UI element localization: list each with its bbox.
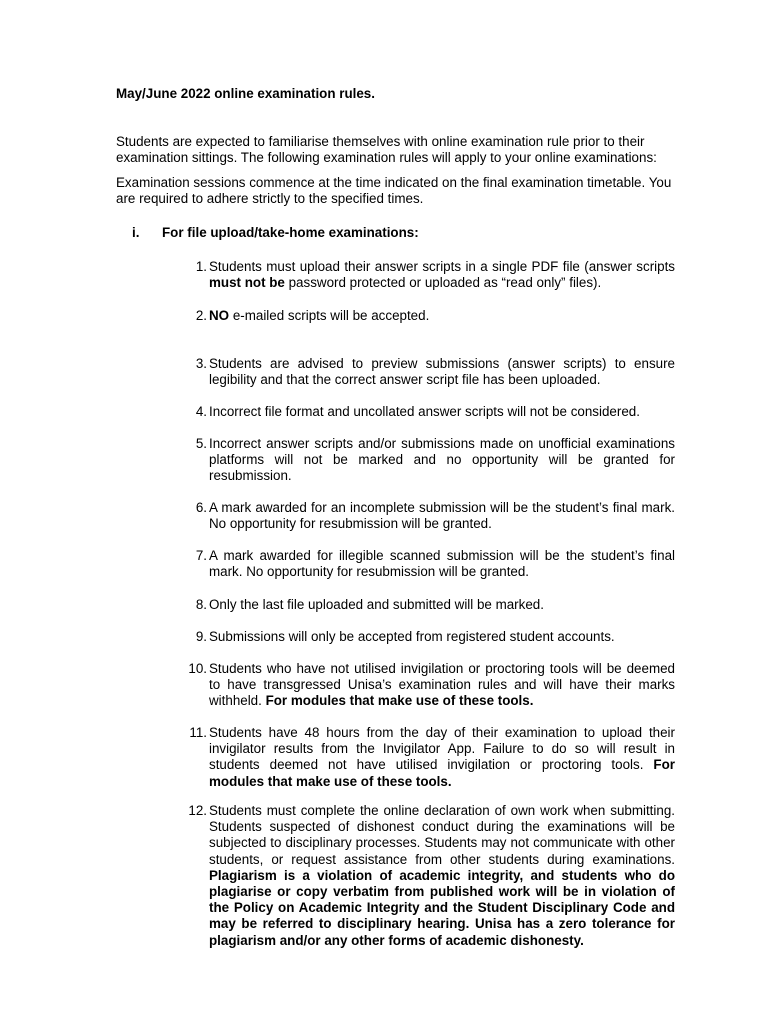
list-item-12 [181,803,675,949]
intro-paragraph-1: Students are expected to familiarise themselves with online examination rule prior to their examination sittings. The following examination rules will apply to your online examinations: [116,134,657,166]
list-item-number: 9. [195,629,207,644]
list-item-number: 2. [195,308,207,323]
intro-paragraph-2: Examination sessions commence at the time indicated on the final examination timetable. You are required to adhere strictly to the specified times. [116,175,672,207]
section-number: i. [132,225,140,240]
list-item-5 [181,436,675,485]
list-item-text: Students who have not utilised invigilation or proctoring tools will be deemed to have transgressed Unisa’s examination rules and will have their marks withheld. For modules that make use of these tools. [209,661,675,709]
list-item-number: 5. [195,436,207,451]
list-item-11 [181,725,675,790]
list-item-number: 6. [195,500,207,515]
list-item-number: 10. [188,661,207,676]
list-item-2 [181,308,675,324]
list-item-text: NO e-mailed scripts will be accepted. [209,308,430,323]
list-item-text: Submissions will only be accepted from registered student accounts. [209,629,615,644]
list-item-text: Students must complete the online declaration of own work when submitting. Students suspected of dishonest conduct during the examinations will be subjected to disciplinary processes. Students may not communicate with other students, or request assistance from other students during examinations. Plagiarism is a violation of academic integrity, and students who do plagiarise or copy verbatim from published work will be in violation of the Policy on Academic Integrity and the Student Disciplinary Code and may be referred to disciplinary hearing. Unisa has a zero tolerance for plagiarism and/or any other forms of academic dishonesty. [209,803,675,948]
list-item-text: Incorrect answer scripts and/or submissions made on unofficial examinations platforms will not be marked and no opportunity will be granted for resubmission. [209,436,675,484]
list-item-number: 11. [189,725,207,740]
list-item-number: 3. [195,356,207,371]
section-heading [132,225,419,241]
section-heading-text: For file upload/take-home examinations: [162,225,419,240]
page-title: May/June 2022 online examination rules. [116,86,375,101]
list-item-text: Incorrect file format and uncollated answer scripts will not be considered. [209,404,640,419]
list-item-number: 1. [195,259,207,274]
list-item-text: Only the last file uploaded and submitted will be marked. [209,597,544,612]
list-item-number: 4. [195,404,207,419]
list-item-1 [181,259,675,291]
list-item-text: Students are advised to preview submissions (answer scripts) to ensure legibility and that the correct answer script file has been uploaded. [209,356,675,388]
list-item-4 [181,404,675,420]
list-item-number: 8. [195,597,207,612]
list-item-7 [181,548,675,580]
list-item-text: Students have 48 hours from the day of their examination to upload their invigilator results from the Invigilator App. Failure to do so will result in students deemed not have utilised invigilation or proctoring tools. For modules that make use of these tools. [209,725,675,789]
list-item-number: 7. [195,548,207,563]
list-item-number: 12. [188,803,207,818]
list-item-text: Students must upload their answer scripts in a single PDF file (answer scripts must not be password protected or uploaded as “read only” files). [209,259,675,291]
list-item-6 [181,500,675,532]
list-item-text: A mark awarded for an incomplete submission will be the student’s final mark. No opportunity for resubmission will be granted. [209,500,675,532]
list-item-10 [181,661,675,710]
list-item-8 [181,597,675,613]
list-item-text: A mark awarded for illegible scanned submission will be the student’s final mark. No opportunity for resubmission will be granted. [209,548,675,580]
list-item-9 [181,629,675,645]
list-item-3 [181,356,675,388]
